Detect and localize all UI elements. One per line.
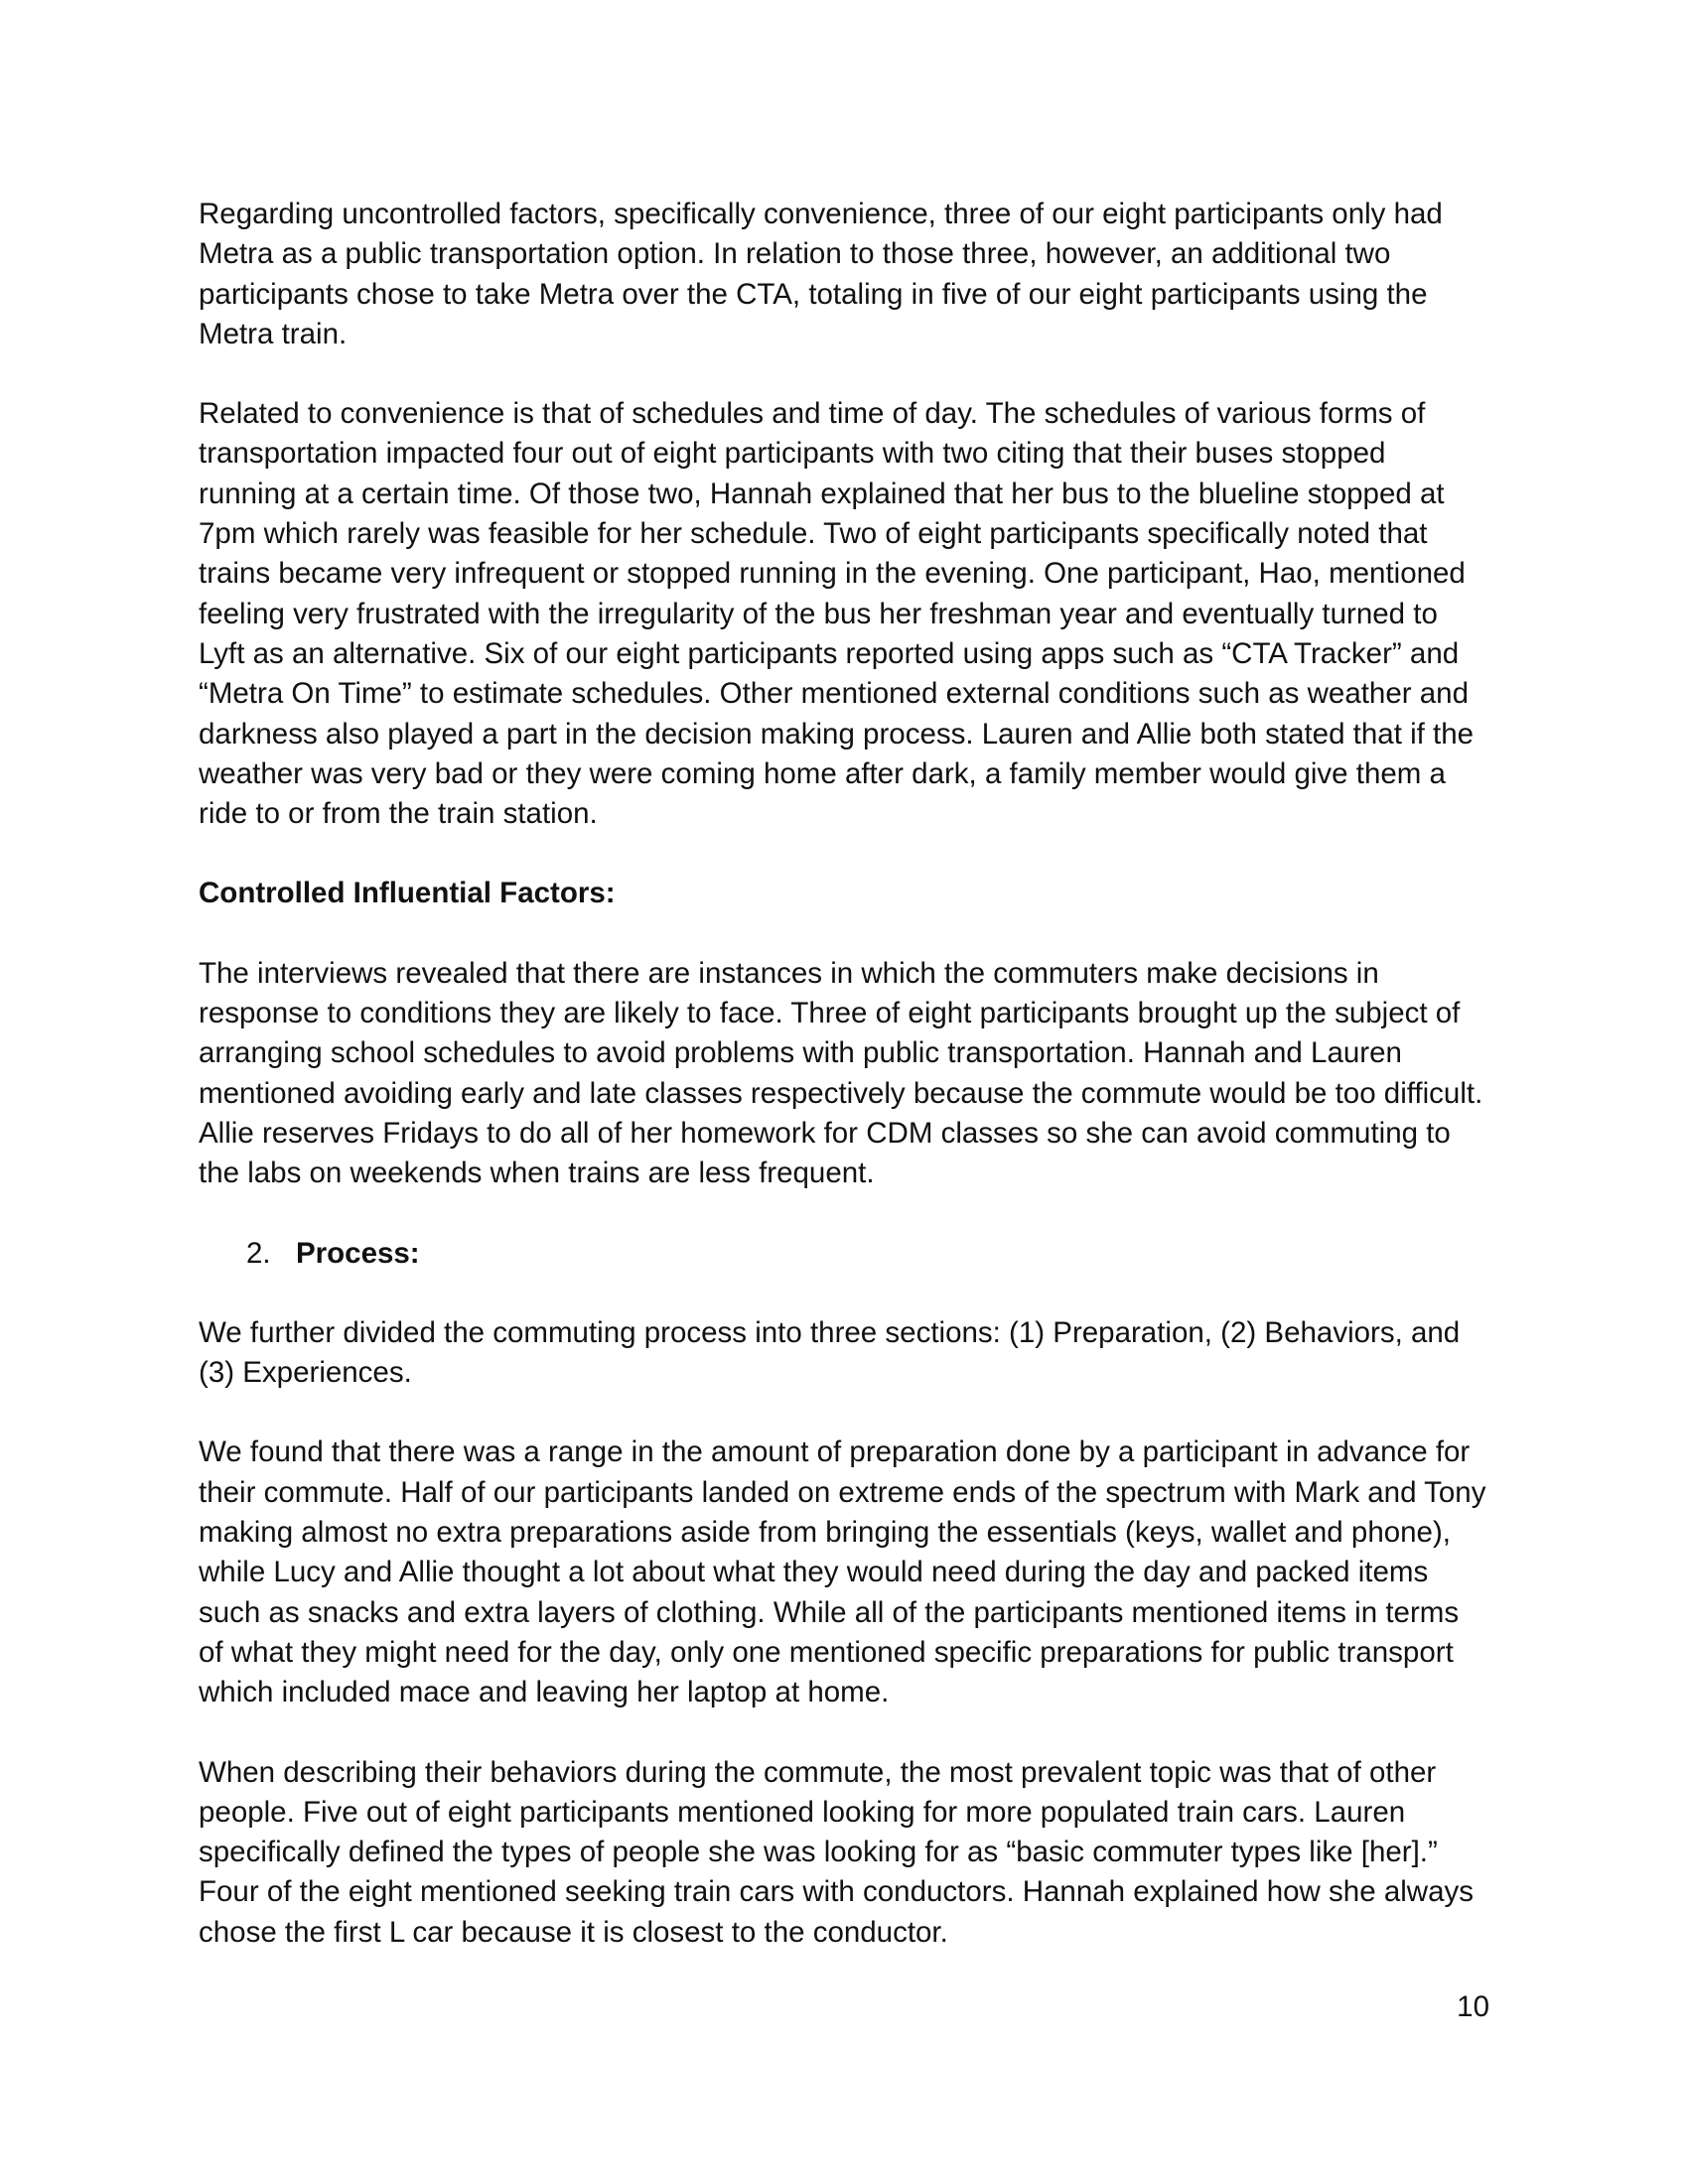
- paragraph-convenience: Regarding uncontrolled factors, specifically convenience, three of our eight participants only had Metra as a public transportation option. In relation to those three, however, an additional two participants chose to take Metra over the CTA, totaling in five of our eight participants using the Metra train.: [199, 198, 1443, 350]
- paragraph-process-intro: We further divided the commuting process into three sections: (1) Preparation, (2) Behaviors, and (3) Experiences.: [199, 1315, 1461, 1390]
- page-body: [199, 195, 1489, 1992]
- paragraph-schedules: Related to convenience is that of schedules and time of day. The schedules of various forms of transportation impacted four out of eight participants with two citing that their buses stopped running at a certain time. Of those two, Hannah explained that her bus to the blueline stopped at 7pm which rarely was feasible for her schedule. Two of eight participants specifically noted that trains became very infrequent or stopped running in the evening. One participant, Hao, mentioned feeling very frustrated with the irregularity of the bus her freshman year and eventually turned to Lyft as an alternative. Six of our eight participants reported using apps such as “CTA Tracker” and “Metra On Time” to estimate schedules. Other mentioned external conditions such as weather and darkness also played a part in the decision making process. Lauren and Allie both stated that if the weather was very bad or they were coming home after dark, a family member would give them a ride to or from the train station.: [199, 397, 1475, 831]
- section-number: 2.: [246, 1236, 271, 1270]
- paragraph-behaviors: When describing their behaviors during the commute, the most prevalent topic was that of other people. Five out of eight participants mentioned looking for more populated train cars. Lauren specifically defined the types of people she was looking for as “basic commuter types like [her].” Four of the eight mentioned seeking train cars with conductors. Hannah explained how she always chose the first L car because it is closest to the conductor.: [199, 1755, 1474, 1949]
- paragraph-preparation: We found that there was a range in the amount of preparation done by a participant in advance for their commute. Half of our participants landed on extreme ends of the spectrum with Mark and Tony making almost no extra preparations aside from bringing the essentials (keys, wallet and phone), while Lucy and Allie thought a lot about what they would need during the day and packed items such as snacks and extra layers of clothing. While all of the participants mentioned items in terms of what they might need for the day, only one mentioned specific preparations for public transport which included mace and leaving her laptop at home.: [199, 1435, 1486, 1709]
- paragraph-controlled-factors: The interviews revealed that there are instances in which the commuters make decisions in response to conditions they are likely to face. Three of eight participants brought up the subject of arranging school schedules to avoid problems with public transportation. Hannah and Lauren mentioned avoiding early and late classes respectively because the commute would be too difficult. Allie reserves Fridays to do all of her homework for CDM classes so she can avoid commuting to the labs on weekends when trains are less frequent.: [199, 956, 1483, 1190]
- heading-controlled-factors: Controlled Influential Factors:: [199, 877, 616, 910]
- section-title: Process:: [296, 1236, 420, 1270]
- page-number: 10: [1457, 1990, 1489, 2023]
- section-heading-process: [199, 1234, 1489, 1274]
